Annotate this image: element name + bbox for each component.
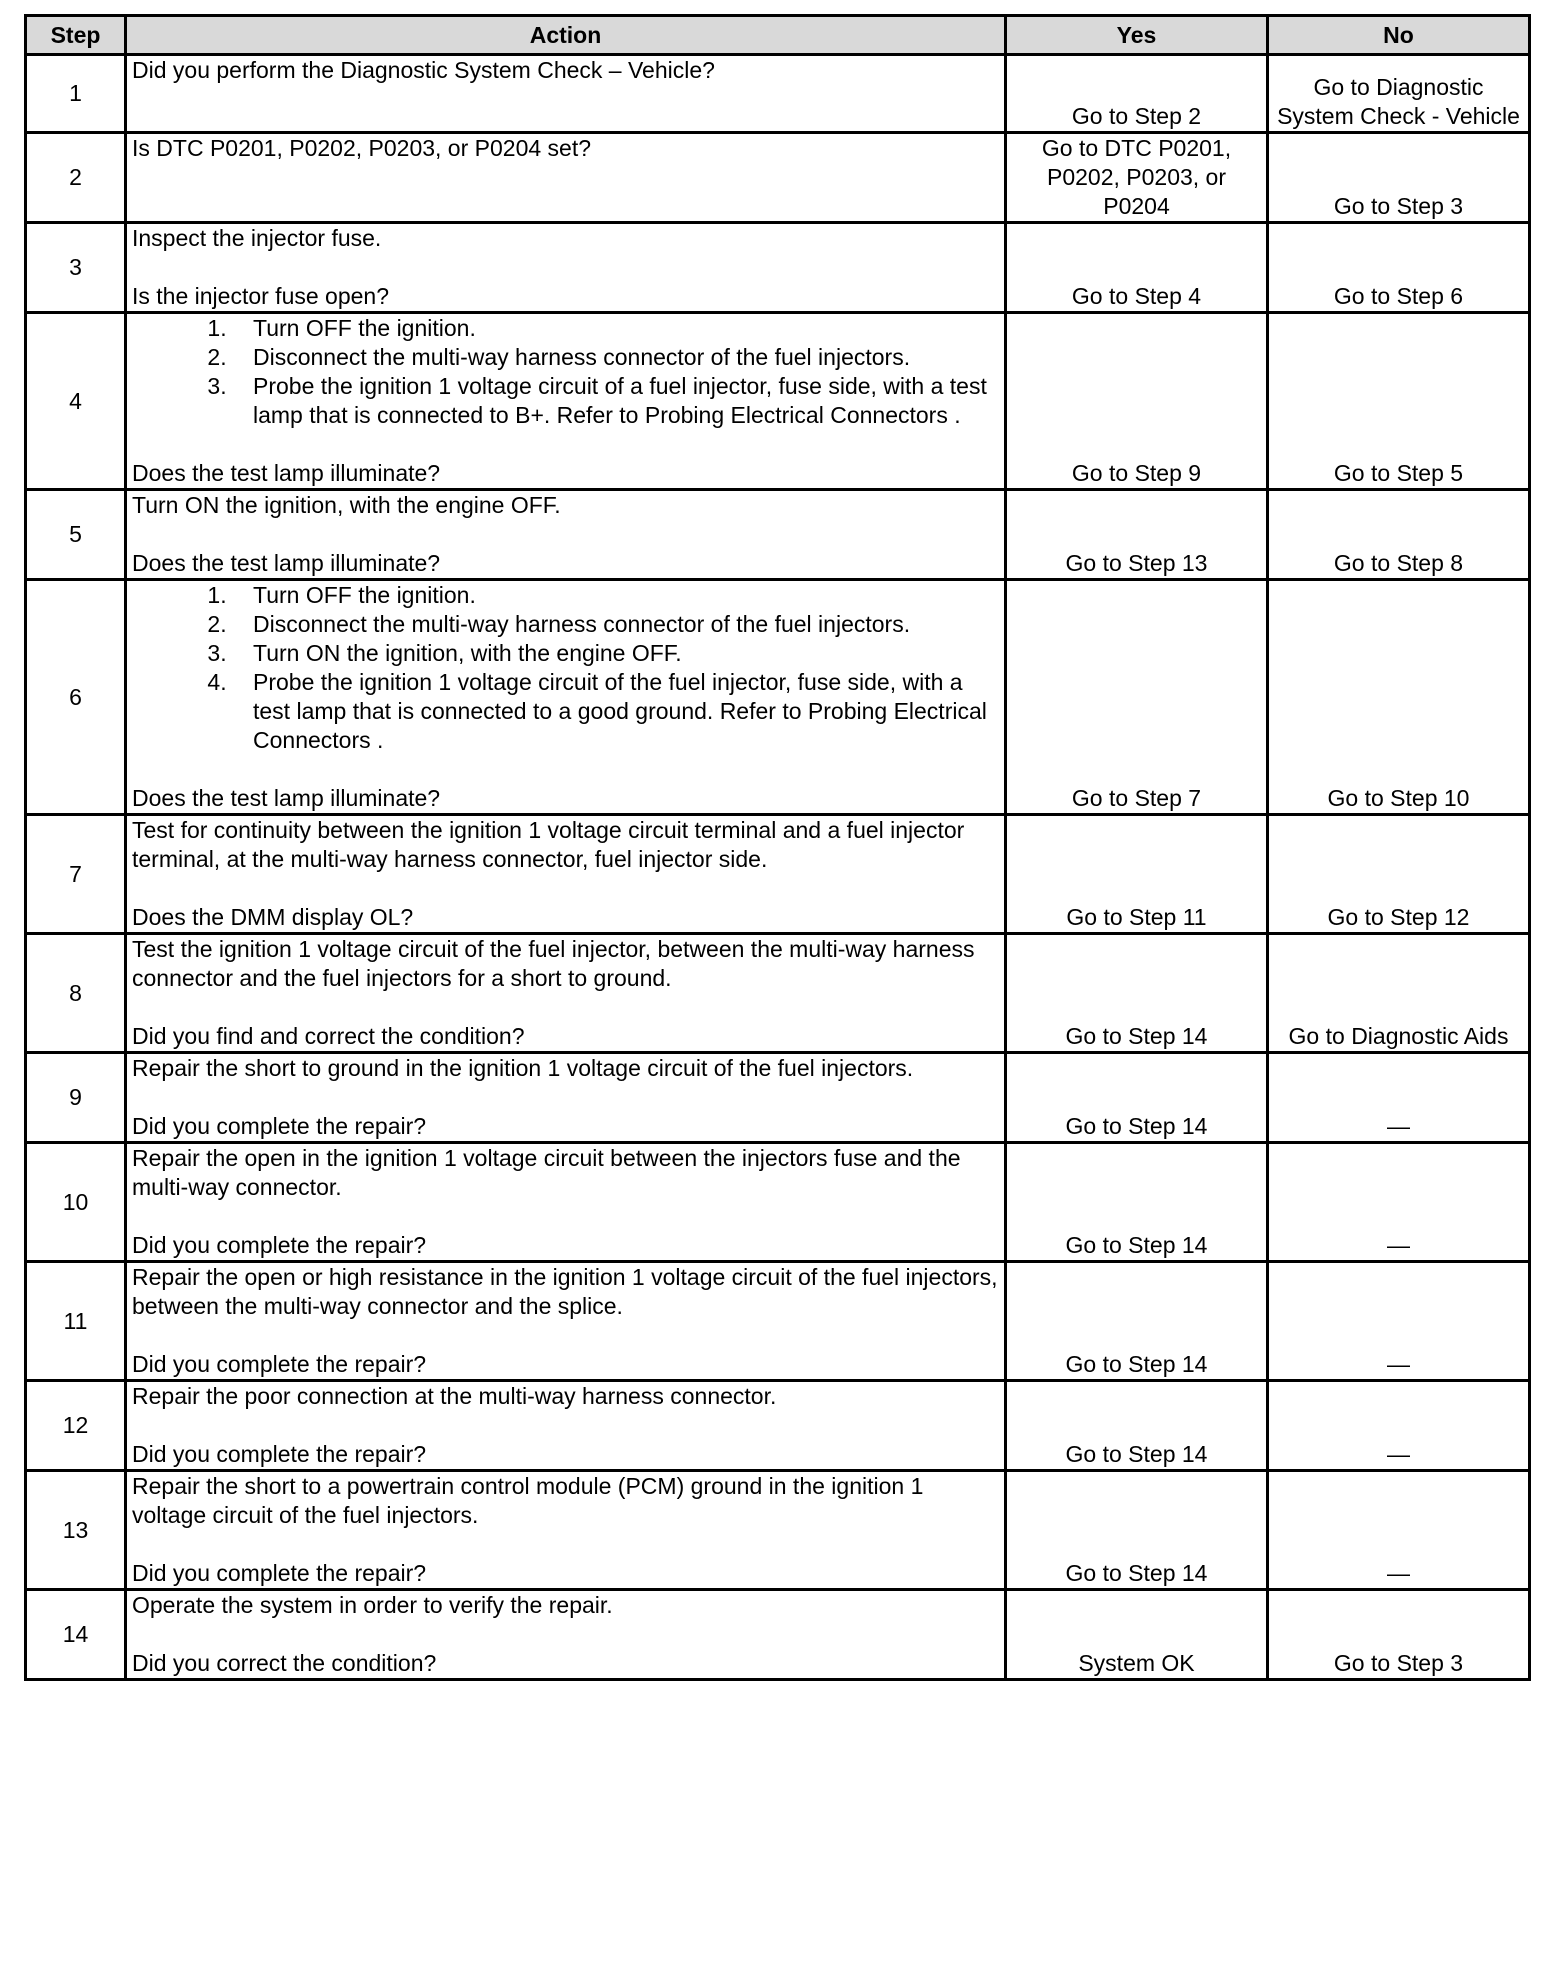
step-number: 3 [26,223,126,313]
action-question: Did you correct the condition? [132,1650,437,1676]
table-row [26,1143,1530,1262]
action-question: Does the test lamp illuminate? [132,550,441,576]
header-yes: Yes [1006,16,1268,55]
action-cell [126,580,1006,815]
substep-item: 2. Disconnect the multi-way harness connector of the fuel injectors. [233,343,999,372]
substep-item: 1. Turn OFF the ignition. [233,581,999,610]
no-cell: Go to Step 8 [1268,490,1530,580]
action-prompt: Repair the short to ground in the ignition 1 voltage circuit of the fuel injectors. [132,1055,914,1081]
action-prompt: Inspect the injector fuse. [132,225,382,251]
yes-cell: Go to DTC P0201, P0202, P0203, or P0204 [1006,133,1268,223]
header-action: Action [126,16,1006,55]
no-cell: Go to Step 6 [1268,223,1530,313]
table-row [26,223,1530,313]
action-cell [126,133,1006,223]
action-cell [126,1590,1006,1680]
step-number: 2 [26,133,126,223]
table-row [26,313,1530,490]
action-question: Did you complete the repair? [132,1113,427,1139]
table-row [26,1262,1530,1381]
no-cell: Go to Step 10 [1268,580,1530,815]
action-prompt: Test the ignition 1 voltage circuit of the fuel injector, between the multi-way harness connector and the fuel injectors for a short to ground. [132,936,975,991]
no-cell: Go to Diagnostic Aids [1268,934,1530,1053]
yes-cell: Go to Step 13 [1006,490,1268,580]
action-cell [126,1053,1006,1143]
substep-item: 3. Turn ON the ignition, with the engine OFF. [233,639,999,668]
action-cell [126,1262,1006,1381]
table-row [26,1381,1530,1471]
action-cell [126,55,1006,133]
yes-cell: Go to Step 14 [1006,1262,1268,1381]
substep-item: 1. Turn OFF the ignition. [233,314,999,343]
step-number: 6 [26,580,126,815]
table-row [26,815,1530,934]
no-cell: — [1268,1471,1530,1590]
step-number: 10 [26,1143,126,1262]
no-cell: — [1268,1053,1530,1143]
no-cell: — [1268,1262,1530,1381]
action-prompt: Repair the short to a powertrain control module (PCM) ground in the ignition 1 voltage circuit of the fuel injectors. [132,1473,924,1528]
table-row [26,1471,1530,1590]
yes-cell: Go to Step 14 [1006,1471,1268,1590]
step-number: 13 [26,1471,126,1590]
action-prompt: Repair the open in the ignition 1 voltage circuit between the injectors fuse and the multi-way connector. [132,1145,961,1200]
action-prompt: Turn ON the ignition, with the engine OFF. [132,492,561,518]
yes-cell: Go to Step 14 [1006,1053,1268,1143]
action-prompt: Did you perform the Diagnostic System Check – Vehicle? [132,57,715,83]
action-question: Did you complete the repair? [132,1351,427,1377]
action-question: Does the DMM display OL? [132,904,414,930]
action-question: Does the test lamp illuminate? [132,785,441,811]
step-number: 5 [26,490,126,580]
action-question: Did you complete the repair? [132,1441,427,1467]
table-row [26,490,1530,580]
yes-cell: Go to Step 11 [1006,815,1268,934]
step-number: 11 [26,1262,126,1381]
step-number: 14 [26,1590,126,1680]
table-row [26,934,1530,1053]
action-prompt: Repair the open or high resistance in the ignition 1 voltage circuit of the fuel injectors, between the multi-way connector and the splice. [132,1264,998,1319]
step-number: 9 [26,1053,126,1143]
no-cell: Go to Step 3 [1268,133,1530,223]
table-row [26,1590,1530,1680]
no-cell: Go to Step 5 [1268,313,1530,490]
yes-cell: Go to Step 14 [1006,1143,1268,1262]
header-step: Step [26,16,126,55]
action-question: Did you complete the repair? [132,1560,427,1586]
substep-item: 4. Probe the ignition 1 voltage circuit of the fuel injector, fuse side, with a test lamp that is connected to a good ground. Refer to Probing Electrical Connectors . [233,668,999,755]
no-cell: Go to Step 12 [1268,815,1530,934]
header-no: No [1268,16,1530,55]
substep-list [132,314,999,430]
substep-item: 3. Probe the ignition 1 voltage circuit of a fuel injector, fuse side, with a test lamp that is connected to B+. Refer to Probing Electrical Connectors . [233,372,999,430]
action-cell [126,815,1006,934]
yes-cell: Go to Step 14 [1006,1381,1268,1471]
step-number: 4 [26,313,126,490]
yes-cell: Go to Step 14 [1006,934,1268,1053]
action-question: Does the test lamp illuminate? [132,460,441,486]
action-prompt: Operate the system in order to verify the repair. [132,1592,613,1618]
substep-list [132,581,999,755]
yes-cell: Go to Step 9 [1006,313,1268,490]
action-question: Is the injector fuse open? [132,283,389,309]
diagnostic-table [24,14,1531,1681]
substep-item: 2. Disconnect the multi-way harness connector of the fuel injectors. [233,610,999,639]
step-number: 1 [26,55,126,133]
action-question: Did you complete the repair? [132,1232,427,1258]
step-number: 8 [26,934,126,1053]
action-prompt: Is DTC P0201, P0202, P0203, or P0204 set? [132,135,592,161]
action-cell [126,490,1006,580]
no-cell: Go to Step 3 [1268,1590,1530,1680]
action-cell [126,1471,1006,1590]
no-cell: — [1268,1381,1530,1471]
table-row [26,55,1530,133]
table-header-row [26,16,1530,55]
yes-cell: Go to Step 2 [1006,55,1268,133]
table-row [26,133,1530,223]
action-cell [126,223,1006,313]
yes-cell: System OK [1006,1590,1268,1680]
action-cell [126,313,1006,490]
action-prompt: Test for continuity between the ignition 1 voltage circuit terminal and a fuel injector terminal, at the multi-way harness connector, fuel injector side. [132,817,965,872]
action-cell [126,1143,1006,1262]
step-number: 7 [26,815,126,934]
action-prompt: Repair the poor connection at the multi-way harness connector. [132,1383,777,1409]
action-cell [126,1381,1006,1471]
no-cell: — [1268,1143,1530,1262]
yes-cell: Go to Step 4 [1006,223,1268,313]
diagnostic-document [24,14,1528,1681]
action-cell [126,934,1006,1053]
yes-cell: Go to Step 7 [1006,580,1268,815]
action-question: Did you find and correct the condition? [132,1023,525,1049]
step-number: 12 [26,1381,126,1471]
table-row [26,580,1530,815]
no-cell: Go to Diagnostic System Check - Vehicle [1268,55,1530,133]
table-body [26,55,1530,1680]
table-row [26,1053,1530,1143]
